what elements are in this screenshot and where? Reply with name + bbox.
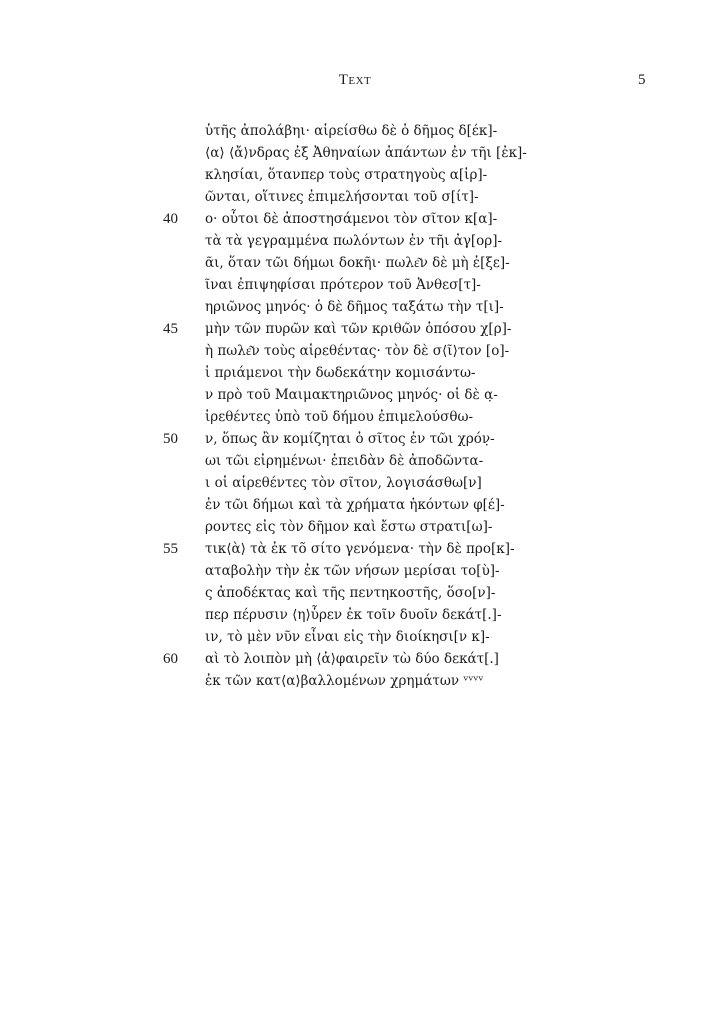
inscription-line bbox=[0, 120, 710, 142]
inscription-line bbox=[0, 450, 710, 472]
inscription-line bbox=[0, 230, 710, 252]
running-head bbox=[0, 0, 710, 100]
inscription-line bbox=[0, 494, 710, 516]
line-number: 55 bbox=[163, 541, 178, 557]
inscription-line bbox=[0, 406, 710, 428]
line-text: ῶνται, οἵτινες ἐπιμελήσονται τοῦ σ[ίτ]- bbox=[205, 189, 479, 205]
line-text: ς ἀποδέκτας καὶ τῆς πεντηκοστῆς, ὅσο[ν]- bbox=[205, 585, 496, 601]
inscription-line bbox=[0, 164, 710, 186]
line-text: ᾶι, ὅταν τῶι δήμωι δοκῆι· πωλε͂ν δὲ μὴ ἐ[ξε]- bbox=[205, 255, 510, 271]
inscription-line bbox=[0, 362, 710, 384]
line-number: 40 bbox=[163, 211, 178, 227]
line-number: 60 bbox=[163, 651, 178, 667]
inscription-line bbox=[0, 472, 710, 494]
inscription-line bbox=[0, 582, 710, 604]
line-text: κλησίαι, ὅτανπερ τοὺς στρατηγοὺς α[ἱρ]- bbox=[205, 167, 488, 183]
line-text: ἱ πριάμενοι τὴν δωδεκάτην κομισάντω- bbox=[205, 365, 476, 381]
inscription-line bbox=[0, 560, 710, 582]
inscription-line bbox=[0, 296, 710, 318]
inscription-line bbox=[0, 670, 710, 692]
line-text: ωι τῶι εἰρημένωι· ἐπειδὰν δὲ ἀποδῶντα- bbox=[205, 453, 484, 469]
line-text: μὴν τῶν πυρῶν καὶ τῶν κριθῶν ὁπόσου χ[ρ]- bbox=[205, 321, 512, 337]
line-text: ἐν τῶι δήμωι καὶ τὰ χρήματα ἡκόντων φ[έ]- bbox=[205, 497, 505, 513]
inscription-line bbox=[0, 516, 710, 538]
line-text: ὴ πωλε͂ν τοὺς αἱρεθέντας· τὸν δὲ σ⟨ῖ⟩τον [ο]- bbox=[205, 343, 510, 359]
inscription-line bbox=[0, 648, 710, 670]
inscription-line bbox=[0, 186, 710, 208]
inscription-line bbox=[0, 208, 710, 230]
line-text: ἱρεθέντες ὑπὸ τοῦ δήμου ἐπιμελούσθω- bbox=[205, 409, 474, 425]
line-text: τικ⟨ὰ⟩ τὰ ἐκ τõ σίτο γενόμενα· τὴν δὲ προ[κ]- bbox=[205, 541, 515, 557]
line-text: ηριῶνος μηνός· ὁ δὲ δῆμος ταξάτω τὴν τ[ι]- bbox=[205, 299, 504, 315]
line-text: αταβολὴν τὴν ἐκ τῶν νήσων μερίσαι το[ὺ]- bbox=[205, 563, 500, 579]
inscription-line bbox=[0, 428, 710, 450]
line-text: τὰ τὰ γεγραμμένα πωλόντων ἐν τῆι ἀγ[ορ]- bbox=[205, 233, 503, 249]
line-text: ἐκ τῶν κατ⟨α⟩βαλλομένων χρημάτων ᵛᵛᵛᵛ bbox=[205, 673, 484, 689]
page-title: Text bbox=[338, 72, 372, 88]
line-text: αὶ τὸ λοιπὸν μὴ ⟨ἀ⟩φαιρεῖν τὼ δύο δεκάτ[.] bbox=[205, 651, 499, 667]
line-text: περ πέρυσιν ⟨η⟩ὗρεν ἐκ τοῖν δυοῖν δεκάτ[.]- bbox=[205, 607, 502, 623]
line-number: 45 bbox=[163, 321, 178, 337]
line-text: ι οἱ αἱρεθέντες τὸν σῖτον, λογισάσθω[ν] bbox=[205, 475, 482, 491]
inscription-line bbox=[0, 274, 710, 296]
inscription-text bbox=[0, 120, 710, 692]
line-text: ⟨α⟩ ⟨ἄ⟩νδρας ἐξ Ἀθηναίων ἁπάντων ἐν τῆι [ἐκ]- bbox=[205, 145, 527, 161]
line-text: ροντες εἰς τὸν δῆμον καὶ ἔστω στρατι[ω]- bbox=[205, 519, 493, 535]
inscription-line bbox=[0, 626, 710, 648]
inscription-line bbox=[0, 538, 710, 560]
line-text: ν, ὅπως ἂν κομίζηται ὁ σῖτος ἐν τῶι χρόν̣- bbox=[205, 431, 495, 447]
inscription-line bbox=[0, 384, 710, 406]
inscription-line bbox=[0, 252, 710, 274]
inscription-line bbox=[0, 318, 710, 340]
line-number: 50 bbox=[163, 431, 178, 447]
page-number: 5 bbox=[638, 72, 646, 88]
inscription-line bbox=[0, 604, 710, 626]
line-text: ιν, τὸ μὲν νῦν εἶναι εἰς τὴν διοίκησι[ν κ]- bbox=[205, 629, 490, 645]
line-text: ὑτῆς ἀπολάβηι· αἱρείσθω δὲ ὁ δῆμος δ[έκ]- bbox=[205, 123, 498, 139]
line-text: ῖναι ἐπιψηφίσαι πρότερον τοῦ Ἀνθεσ[τ]- bbox=[205, 277, 481, 293]
inscription-line bbox=[0, 340, 710, 362]
inscription-line bbox=[0, 142, 710, 164]
line-text: ο· οὗτοι δὲ ἀποστησάμενοι τὸν σῖτον κ[α]- bbox=[205, 211, 498, 227]
line-text: ν πρὸ τοῦ Μαιμακτηριῶνος μηνός· οἱ δὲ α̣- bbox=[205, 387, 498, 403]
